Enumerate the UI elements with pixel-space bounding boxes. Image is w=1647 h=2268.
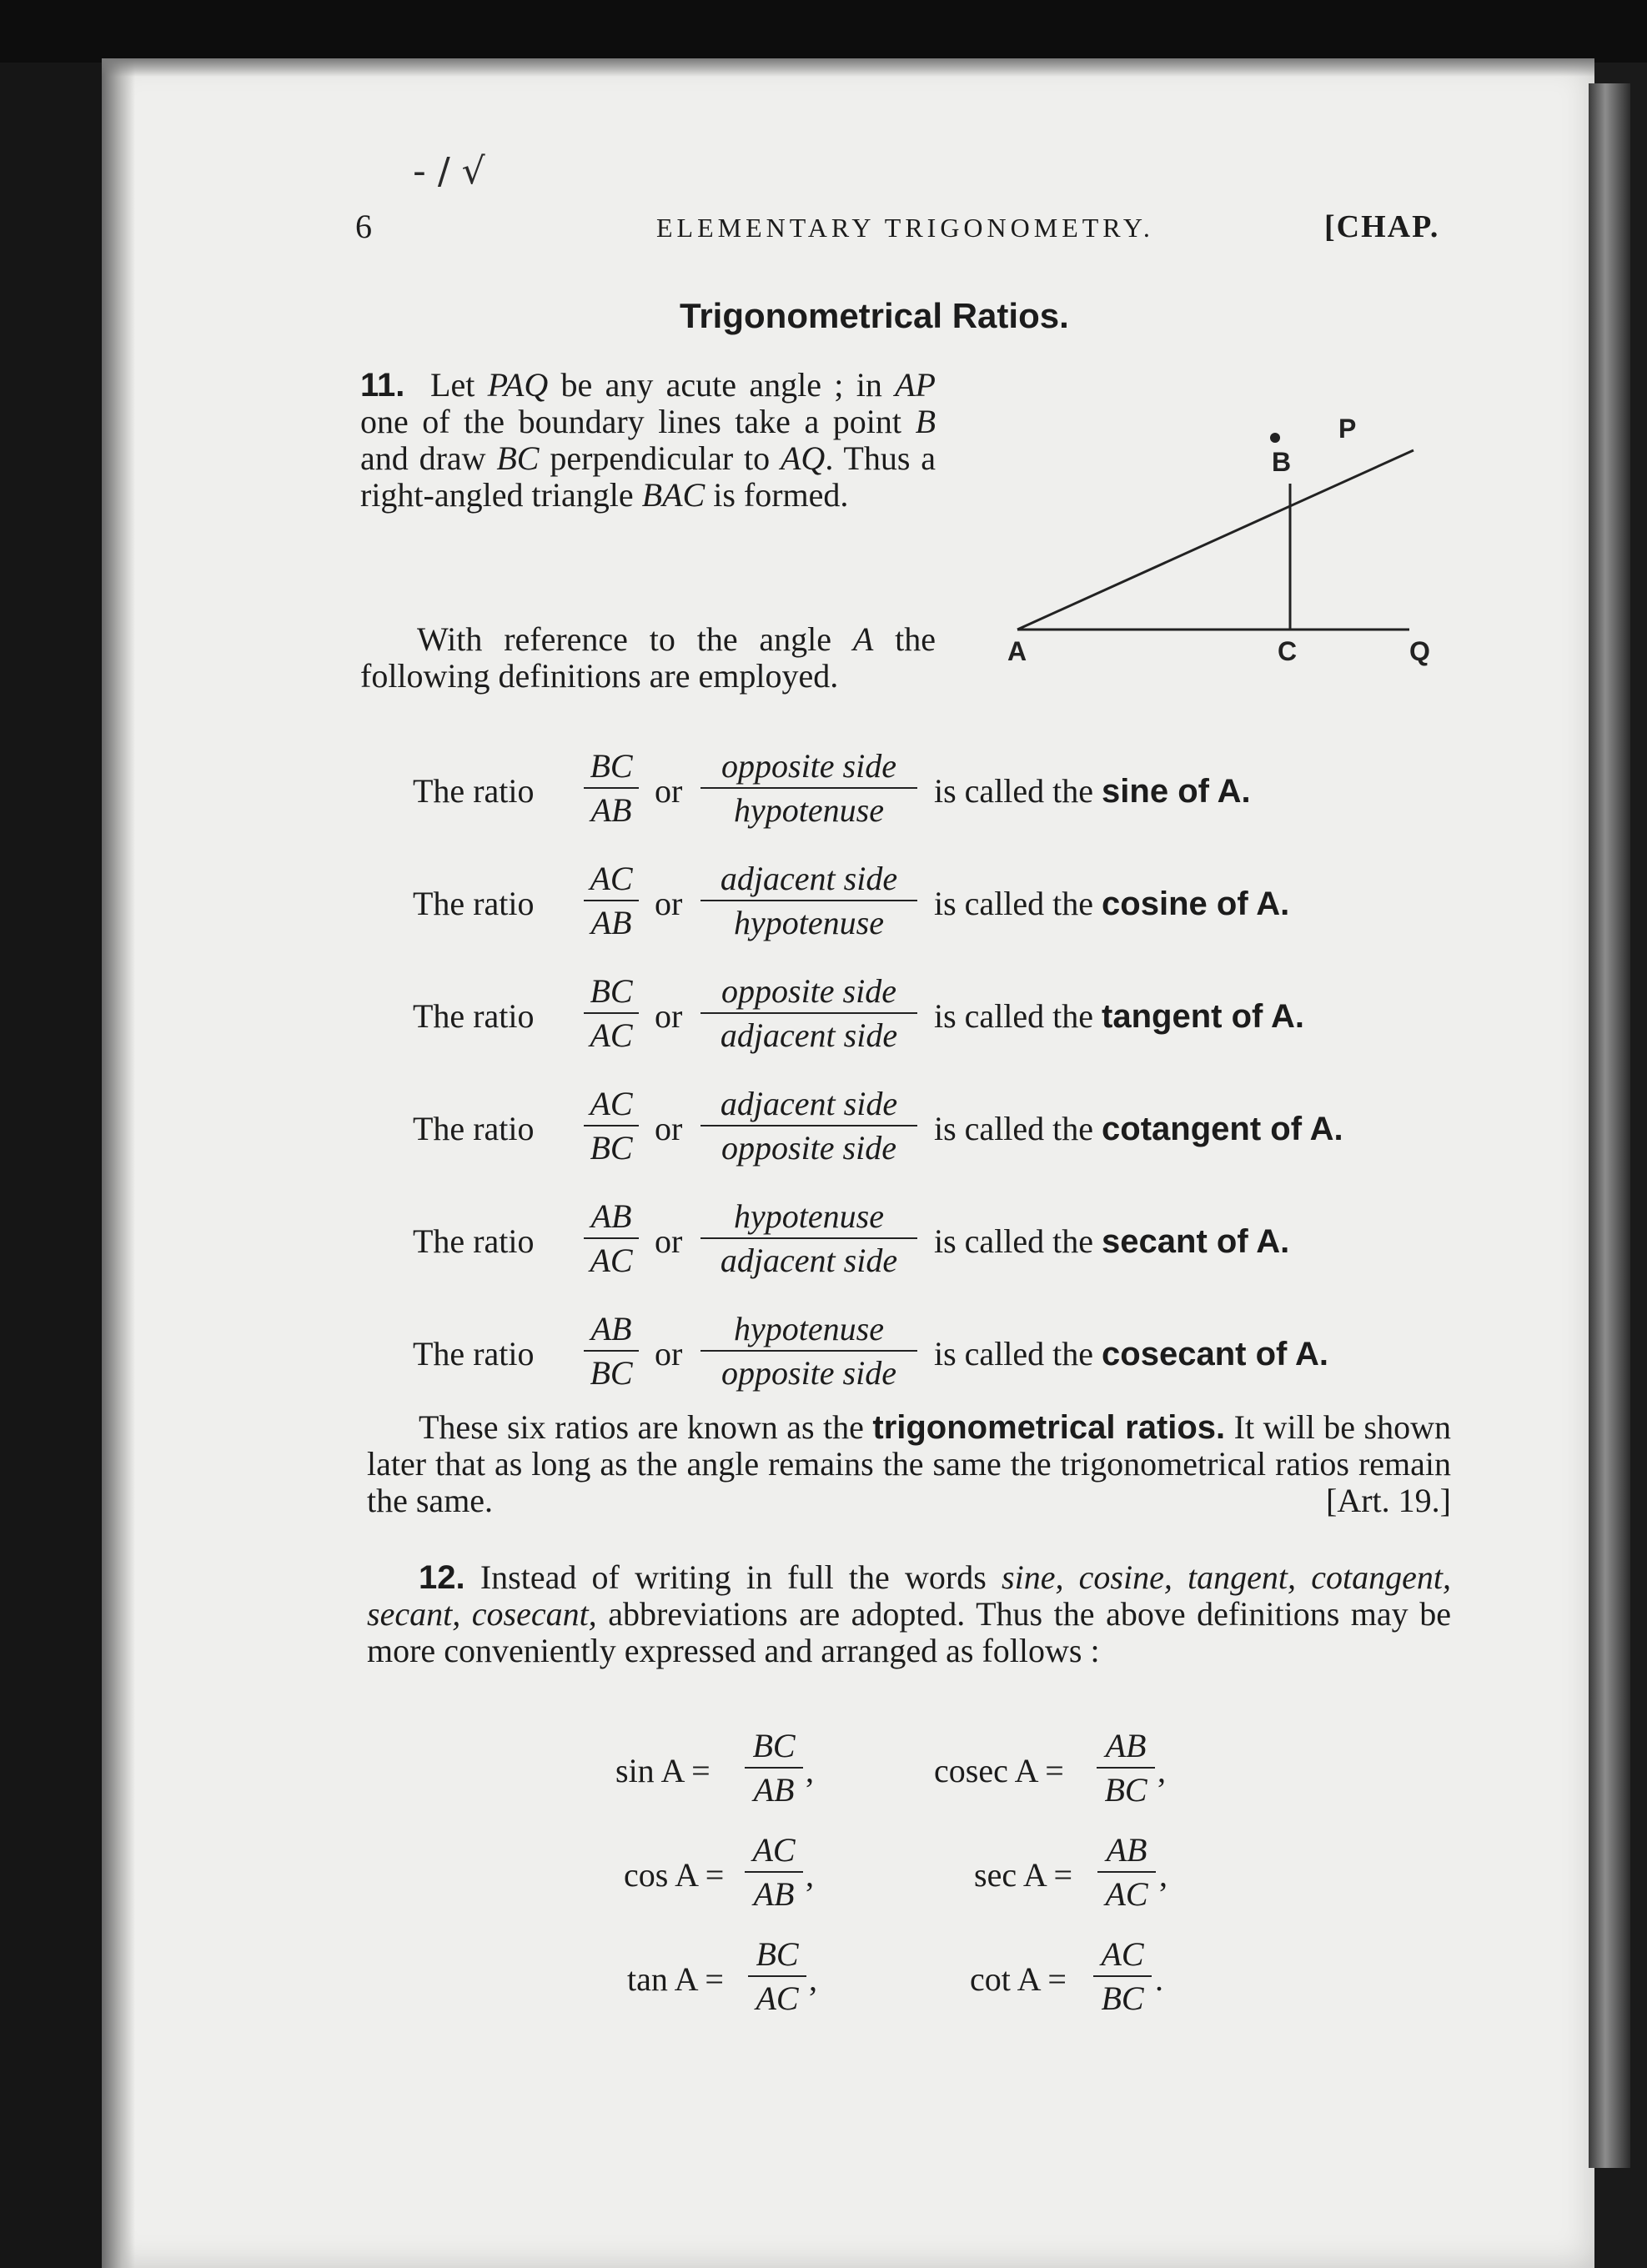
called-text: is called the	[934, 1110, 1102, 1147]
fraction-bar	[700, 787, 917, 789]
fraction-numerator: opposite side	[721, 747, 896, 785]
definition-row-secant	[413, 1197, 1497, 1280]
fraction-bar	[700, 1125, 917, 1126]
ratio-name: secant of A.	[1102, 1223, 1290, 1260]
ratio-fraction	[584, 971, 639, 1055]
fraction-bar	[584, 1125, 639, 1126]
definition-row-cosecant	[413, 1309, 1497, 1392]
fraction-denominator: BC	[590, 1129, 633, 1167]
fraction-bar	[700, 900, 917, 901]
fraction-denominator: AC	[590, 1242, 633, 1279]
fraction-bar	[584, 900, 639, 901]
called-text: is called the	[934, 772, 1102, 810]
fraction-bar	[745, 1767, 803, 1769]
called-text: is called the	[934, 997, 1102, 1035]
var-b: B	[915, 403, 936, 440]
or-word: or	[655, 1110, 683, 1147]
running-header: ELEMENTARY TRIGONOMETRY.	[656, 213, 1154, 243]
fraction-denominator: hypotenuse	[734, 904, 884, 941]
fraction-numerator: AC	[590, 1085, 633, 1122]
label-a: A	[1007, 636, 1027, 666]
art11-text: perpendicular to	[539, 439, 781, 477]
or-word: or	[655, 1335, 683, 1372]
definition-label: The ratio	[413, 1110, 535, 1147]
article-12-paragraph	[367, 1559, 1451, 1669]
fraction-denominator: opposite side	[721, 1129, 896, 1167]
called-text: is called the	[934, 1222, 1102, 1260]
fraction-bar	[1093, 1975, 1152, 1977]
fraction-bar	[584, 1237, 639, 1239]
definitions-intro	[360, 621, 936, 695]
art12-italic-words: sine, cosine, tangent, cotangent, secant, cosecant,	[367, 1558, 1451, 1633]
fraction-denominator: BC	[590, 1354, 633, 1392]
word-fraction	[700, 1084, 917, 1167]
or-word: or	[655, 997, 683, 1035]
called-text: is called the	[934, 885, 1102, 922]
formula-punctuation: ,	[1159, 1856, 1167, 1894]
fraction-bar	[584, 787, 639, 789]
art11-text: one of the boundary lines take a point	[360, 403, 916, 440]
formula-fraction	[1093, 1934, 1152, 2018]
formula-cosec	[934, 1726, 1201, 1826]
formula-cot	[970, 1934, 1195, 2035]
formula-lhs: sec A =	[974, 1856, 1073, 1894]
var-aq: AQ	[780, 439, 826, 477]
formula-cos	[624, 1830, 849, 1930]
definition-row-cosine	[413, 859, 1497, 942]
art11-text: be any acute angle ; in	[548, 366, 896, 404]
fraction-denominator: AB	[590, 904, 632, 941]
ratio-name: cosecant of A.	[1102, 1336, 1328, 1372]
word-fraction	[700, 1309, 917, 1392]
definition-label: The ratio	[413, 997, 535, 1035]
article-11-paragraph	[360, 367, 936, 514]
article-number: 11.	[360, 367, 405, 404]
fraction-numerator: AB	[590, 1310, 632, 1347]
ratio-fraction	[584, 1197, 639, 1280]
definition-statement	[934, 1222, 1289, 1261]
or-word: or	[655, 1222, 683, 1260]
fraction-bar	[1097, 1767, 1155, 1769]
formula-fraction	[1097, 1830, 1156, 1914]
label-b: B	[1272, 447, 1292, 477]
definition-statement	[934, 1334, 1328, 1373]
var-bc: BC	[496, 439, 540, 477]
art11-text: is formed.	[705, 476, 849, 514]
art11-text: . Thus a right-angled triangle	[360, 439, 936, 514]
definition-label: The ratio	[413, 885, 535, 922]
art11-text: Let	[430, 366, 488, 404]
fraction-numerator: BC	[752, 1727, 796, 1764]
ratio-fraction	[584, 1084, 639, 1167]
fraction-numerator: AB	[1105, 1727, 1147, 1764]
ratio-name: cotangent of A.	[1102, 1111, 1343, 1147]
label-p: P	[1338, 414, 1357, 444]
word-fraction	[700, 746, 917, 830]
fraction-numerator: opposite side	[721, 972, 896, 1010]
fraction-denominator: BC	[1101, 1979, 1144, 2017]
book-binding	[1589, 83, 1630, 2168]
called-text: is called the	[934, 1335, 1102, 1372]
section-title: Trigonometrical Ratios.	[680, 296, 1069, 335]
fraction-denominator: adjacent side	[720, 1242, 898, 1279]
fraction-denominator: AB	[590, 791, 632, 829]
definition-label: The ratio	[413, 772, 535, 810]
definition-row-tangent	[413, 971, 1497, 1055]
ratio-name: sine of A.	[1102, 773, 1251, 810]
fraction-numerator: BC	[756, 1935, 799, 1973]
scan-background-top	[0, 0, 1647, 63]
definition-statement	[934, 771, 1251, 810]
label-c: C	[1278, 636, 1298, 666]
formula-punctuation: ,	[809, 1960, 817, 1998]
definition-statement	[934, 1109, 1343, 1148]
formula-fraction	[745, 1726, 803, 1809]
formula-sec	[974, 1830, 1199, 1930]
article-number: 12.	[419, 1559, 465, 1596]
var-a: A	[852, 620, 874, 658]
formula-punctuation: ,	[806, 1856, 814, 1894]
fraction-numerator: hypotenuse	[734, 1310, 884, 1347]
fraction-bar	[745, 1871, 803, 1873]
intro-text: With reference to the angle	[417, 620, 853, 658]
fraction-numerator: BC	[590, 747, 633, 785]
formula-lhs: cosec A =	[934, 1752, 1064, 1789]
fraction-denominator: AB	[753, 1771, 795, 1809]
art11-text: and draw	[360, 439, 497, 477]
fraction-numerator: AC	[1101, 1935, 1144, 1973]
formula-lhs: cot A =	[970, 1960, 1067, 1998]
fraction-numerator: AC	[752, 1831, 796, 1869]
fraction-denominator: opposite side	[721, 1354, 896, 1392]
formula-fraction	[748, 1934, 806, 2018]
fraction-denominator: AC	[590, 1016, 633, 1054]
pen-mark: - / √	[413, 150, 485, 193]
ratio-fraction	[584, 1309, 639, 1392]
fraction-denominator: adjacent side	[720, 1016, 898, 1054]
var-ap: AP	[895, 366, 936, 404]
chapter-marker: [CHAP.	[1324, 209, 1440, 244]
word-fraction	[700, 1197, 917, 1280]
definition-label: The ratio	[413, 1335, 535, 1372]
fraction-denominator: BC	[1104, 1771, 1147, 1809]
formula-fraction	[745, 1830, 803, 1914]
triangle-figure	[992, 400, 1459, 675]
formula-tan	[627, 1934, 852, 2035]
summary-paragraph	[367, 1409, 1451, 1519]
fraction-denominator: AC	[756, 1979, 799, 2017]
or-word: or	[655, 772, 683, 810]
line-ap	[1017, 450, 1414, 630]
ratio-fraction	[584, 746, 639, 830]
fraction-bar	[748, 1975, 806, 1977]
article-reference: [Art. 19.]	[1326, 1482, 1451, 1519]
point-mark-b	[1270, 433, 1280, 443]
art12-text: abbreviations are adopted. Thus the above definitions may be more conveniently expressed and arranged as follows :	[367, 1595, 1451, 1669]
formula-punctuation: .	[1155, 1960, 1163, 1998]
word-fraction	[700, 859, 917, 942]
formula-lhs: tan A =	[627, 1960, 724, 1998]
fraction-numerator: AC	[590, 860, 633, 897]
summary-text: These six ratios are known as the	[419, 1408, 873, 1446]
fraction-numerator: AB	[1106, 1831, 1147, 1869]
fraction-numerator: BC	[590, 972, 633, 1010]
page-shadow-left	[102, 58, 135, 2268]
var-bac: BAC	[641, 476, 705, 514]
definition-row-cotangent	[413, 1084, 1497, 1167]
fraction-bar	[584, 1350, 639, 1352]
fraction-denominator: hypotenuse	[734, 791, 884, 829]
fraction-bar	[700, 1012, 917, 1014]
fraction-bar	[700, 1237, 917, 1239]
fraction-bar	[700, 1350, 917, 1352]
fraction-bar	[584, 1012, 639, 1014]
fraction-numerator: adjacent side	[720, 1085, 898, 1122]
fraction-denominator: AB	[753, 1875, 795, 1913]
fraction-denominator: AC	[1105, 1875, 1148, 1913]
label-q: Q	[1409, 636, 1430, 666]
intro-text: the following definitions are employed.	[360, 620, 936, 695]
fraction-bar	[1097, 1871, 1156, 1873]
fraction-numerator: adjacent side	[720, 860, 898, 897]
definition-label: The ratio	[413, 1222, 535, 1260]
formula-lhs: cos A =	[624, 1856, 725, 1894]
var-paq: PAQ	[487, 366, 549, 404]
page-number: 6	[355, 208, 372, 245]
fraction-numerator: hypotenuse	[734, 1197, 884, 1235]
or-word: or	[655, 885, 683, 922]
fraction-numerator: AB	[590, 1197, 632, 1235]
summary-bold-term: trigonometrical ratios.	[872, 1409, 1226, 1446]
ratio-name: tangent of A.	[1102, 998, 1304, 1035]
ratio-fraction	[584, 859, 639, 942]
definition-statement	[934, 996, 1304, 1036]
formula-punctuation: ,	[806, 1752, 814, 1789]
formula-sin	[615, 1726, 841, 1826]
formula-punctuation: ,	[1157, 1752, 1166, 1789]
ratio-name: cosine of A.	[1102, 886, 1290, 922]
art12-text: Instead of writing in full the words	[464, 1558, 1002, 1596]
formula-fraction	[1097, 1726, 1155, 1809]
definition-statement	[934, 884, 1289, 923]
page-shadow-top	[102, 58, 1594, 77]
definition-row-sine	[413, 746, 1497, 830]
summary-text: It will be shown later that as long as the angle remains the same the trigonometrical ratios remain the same.	[367, 1408, 1451, 1519]
word-fraction	[700, 971, 917, 1055]
formula-lhs: sin A =	[615, 1752, 711, 1789]
